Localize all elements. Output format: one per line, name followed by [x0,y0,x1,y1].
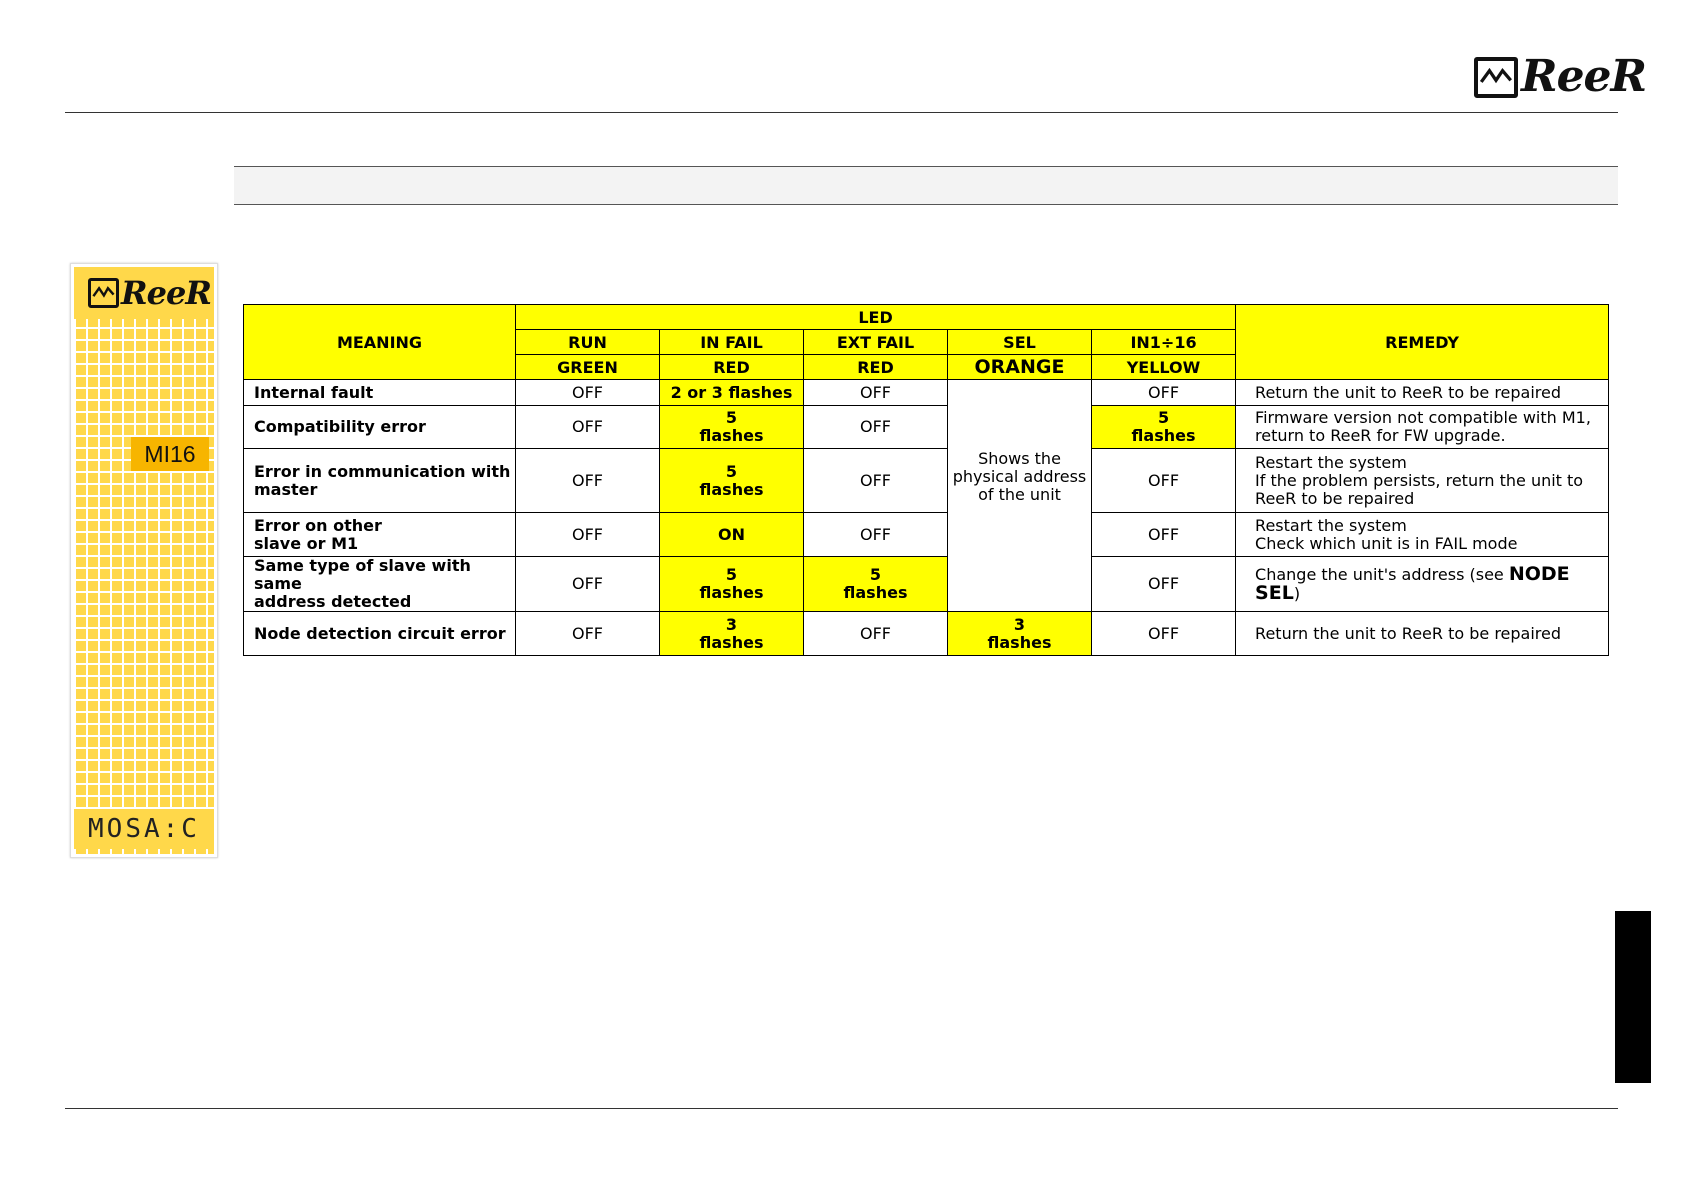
row-sel-line: flashes [987,632,1052,652]
row-remedy: Return the unit to ReeR to be repaired [1236,380,1609,406]
product-model-label: MI16 [131,437,209,471]
row-in-fail-line: flashes [699,632,764,652]
header-led-run: RUN [516,330,660,355]
table-row [244,557,1609,612]
row-sel-note: Shows the physical address of the unit [948,380,1092,612]
row-remedy-text: Change the unit's address (see [1255,565,1509,584]
row-run: OFF [516,612,660,656]
row-remedy-line: Check which unit is in FAIL mode [1255,533,1518,553]
header-led-ext-fail: EXT FAIL [804,330,948,355]
brand-logo-text: ReeR [1521,51,1647,102]
row-in1-16: OFF [1092,557,1236,612]
row-in-fail-line: 3 [725,614,738,634]
row-remedy-line: Firmware version not compatible with M1, [1255,408,1591,427]
row-remedy [1236,557,1609,612]
row-ext-fail: OFF [804,612,948,656]
header-color-sel: ORANGE [948,355,1092,380]
brand-logo [1474,51,1647,102]
row-remedy-line: return to ReeR for FW upgrade. [1255,426,1506,445]
table-row [244,513,1609,557]
footer-rule [65,1108,1618,1109]
header-meaning: MEANING [244,305,516,380]
header-color-ext-fail: RED [804,355,948,380]
row-in-fail-line: 5 [725,461,738,481]
row-remedy [1236,449,1609,513]
row-run: OFF [516,513,660,557]
row-in1-16-line: flashes [1131,426,1196,445]
row-run: OFF [516,406,660,449]
row-in-fail-line: flashes [699,426,764,445]
row-meaning: Compatibility error [244,406,516,449]
row-in-fail: 2 or 3 flashes [660,380,804,406]
row-meaning: Internal fault [244,380,516,406]
row-remedy-line: If the problem persists, return the unit to [1255,470,1584,490]
product-card-grid [74,267,214,854]
card-logo [88,274,211,312]
table-row [244,380,1609,406]
row-in-fail-line: 5 [725,408,738,427]
product-name: MOSA:C [88,814,200,844]
product-card [70,263,218,858]
row-in1-16: OFF [1092,513,1236,557]
section-tab-marker [1615,911,1651,1083]
row-in1-16: OFF [1092,449,1236,513]
table-row [244,406,1609,449]
row-meaning-line: Error in communication with [254,461,511,481]
row-remedy-keyword: NODE SEL [1255,563,1570,604]
row-sel [948,612,1092,656]
header-led-in-fail: IN FAIL [660,330,804,355]
row-remedy-line: ReeR to be repaired [1255,488,1415,508]
row-remedy: Return the unit to ReeR to be repaired [1236,612,1609,656]
row-run: OFF [516,449,660,513]
row-meaning [244,557,516,612]
row-remedy [1236,513,1609,557]
section-band [234,166,1618,205]
table-row [244,449,1609,513]
row-meaning [244,449,516,513]
card-logo-icon [88,278,119,308]
product-card-header [74,267,214,319]
row-ext-fail [804,557,948,612]
row-in1-16 [1092,406,1236,449]
row-meaning-line: address detected [254,592,412,611]
row-run: OFF [516,557,660,612]
row-in-fail [660,612,804,656]
row-remedy [1236,406,1609,449]
row-sel-line: 3 [1013,614,1026,634]
row-in1-16: OFF [1092,612,1236,656]
row-remedy-line: Restart the system [1255,452,1407,472]
row-ext-fail-line: 5 [869,565,882,584]
header-led: LED [516,305,1236,330]
row-meaning-line: master [254,479,318,499]
row-in-fail [660,557,804,612]
row-remedy-text-end: ) [1293,584,1301,603]
row-run: OFF [516,380,660,406]
brand-logo-icon [1474,57,1518,98]
row-ext-fail: OFF [804,513,948,557]
row-in-fail [660,406,804,449]
row-in-fail-line: flashes [699,479,764,499]
row-meaning-line: slave or M1 [254,533,359,553]
row-meaning: Node detection circuit error [244,612,516,656]
row-meaning-line: Error on other [254,515,382,535]
header-led-in1-16: IN1÷16 [1092,330,1236,355]
header-remedy: REMEDY [1236,305,1609,380]
row-ext-fail-line: flashes [843,583,908,602]
row-in1-16: OFF [1092,380,1236,406]
header-color-run: GREEN [516,355,660,380]
card-logo-text: ReeR [121,274,211,312]
row-meaning [244,513,516,557]
table-row [244,612,1609,656]
row-meaning-line: Same type of slave with same [254,556,471,593]
row-ext-fail: OFF [804,449,948,513]
row-ext-fail: OFF [804,406,948,449]
header-color-in1-16: YELLOW [1092,355,1236,380]
header-color-in-fail: RED [660,355,804,380]
header-rule [65,112,1618,113]
row-in1-16-line: 5 [1157,408,1170,427]
led-status-table [243,304,1609,656]
row-remedy-line: Restart the system [1255,515,1407,535]
row-in-fail [660,449,804,513]
row-in-fail-line: 5 [725,565,738,584]
row-in-fail-line: flashes [699,583,764,602]
row-in-fail: ON [660,513,804,557]
header-led-sel: SEL [948,330,1092,355]
row-ext-fail: OFF [804,380,948,406]
